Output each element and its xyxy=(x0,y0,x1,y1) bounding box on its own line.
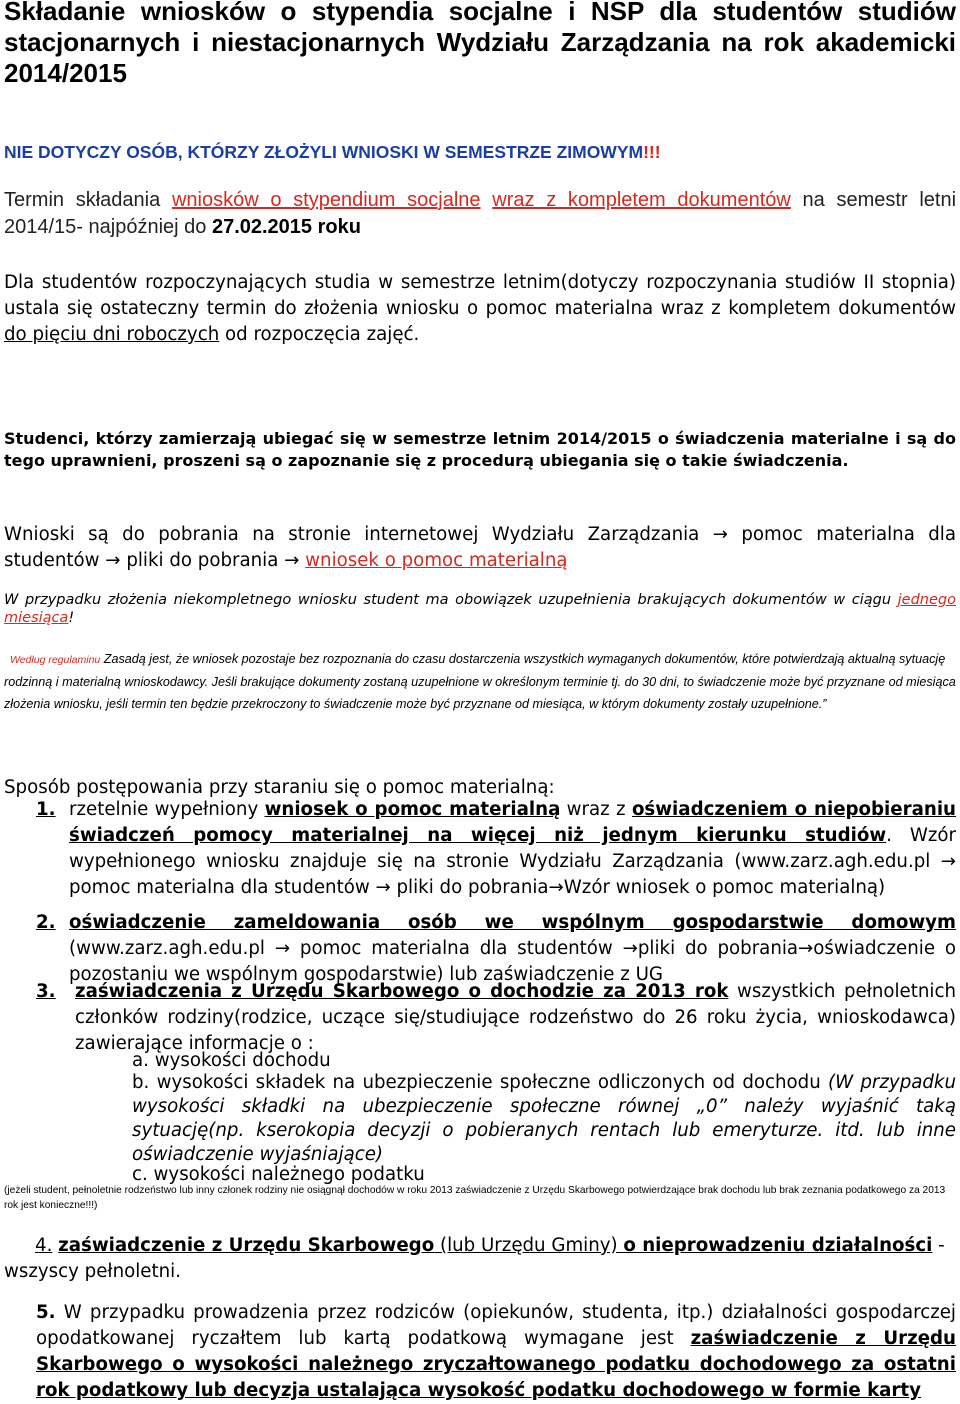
item-number: 2. xyxy=(36,912,56,933)
application-form-link[interactable]: wniosek o pomoc materialną xyxy=(305,550,568,571)
item-text: rzetelnie wypełniony xyxy=(69,799,265,820)
deadline-paragraph xyxy=(4,187,956,241)
item-text: wszystkich pełnoletnich członków rodziny(rodzice, uczące się/studiujące rodzeństwo do 26 roku życia, wnioskodawca) zawierające informacje o : xyxy=(75,981,956,1054)
subitem-b-italic: (W przypadku wysokości składki na ubezpieczenie społeczne równej „0” należy wyjaśnić taką sytuację(np. kserokopia decyzji o pobieranych rentach lub emeryturze. itd. lub inne oświadczenie wyjaśniające) xyxy=(132,1072,956,1165)
item-text: wraz z xyxy=(560,799,632,820)
students-notice: Studenci, którzy zamierzają ubiegać się w semestrze letnim 2014/2015 o świadczenia materialne i są do tego uprawnieni, proszeni są o zapoznanie się z procedurą ubiegania się o takie świadczenia. xyxy=(4,429,956,470)
item-text: - wszyscy pełnoletni. xyxy=(4,1235,945,1282)
incomplete-tail: ! xyxy=(68,610,75,626)
procedure-heading: Sposób postępowania przy staraniu się o pomoc materialną: xyxy=(4,777,555,798)
subitem-b-label: b. wysokości składek na ubezpieczenie społeczne odliczonych od dochodu xyxy=(132,1072,829,1093)
five-days-text: do pięciu dni roboczych xyxy=(4,324,220,345)
starting-students-paragraph xyxy=(4,270,956,348)
one-month-link[interactable]: jednego miesiąca xyxy=(4,592,956,626)
regulation-text: Zasadą jest, że wniosek pozostaje bez rozpoznania do czasu dostarczenia wszystkich wymaganych dokumentów, które potwierdzają aktualną sytuację rodzinną i materialną wnioskodawcy. Jeśli brakujące dokumenty zostaną uzupełnione w określonym terminie tj. do 30 dni, to świadczenie może być przyznane od miesiąca złożenia wniosku, jeśli termin ten będzie przekroczony to świadczenie może być przyznane od miesiąca, w którym dokumenty zostały uzupełnione.” xyxy=(4,652,956,711)
subitem-a: a. wysokości dochodu xyxy=(132,1050,331,1071)
list-item xyxy=(38,979,956,1057)
deadline-text-2: na semestr letni 2014/15- najpóźniej do xyxy=(4,189,957,238)
starting-text: Dla studentów rozpoczynających studia w semestrze letnim(dotyczy rozpoczynania studiów II stopnia) ustala się ostateczny termin do złożenia wniosku o pomoc materialna wraz z kompletem dokumentów xyxy=(4,272,956,319)
list-item xyxy=(38,910,956,988)
item-bold-text: oświadczeniem o niepobieraniu świadczeń pomocy materialnej na więcej niż jednym kierunku studiów xyxy=(69,799,956,846)
item-text: (lub Urzędu Gminy) xyxy=(434,1235,624,1256)
item-bold-text: zaświadczenie z Urzędu Skarbowego xyxy=(58,1235,435,1256)
subitem-b xyxy=(132,1071,956,1167)
item-text: . Wzór wypełnionego wniosku znajduje się na stronie Wydziału Zarządzania (www.zarz.agh.edu.pl → pomoc materialna dla studentów → pliki do pobrania→Wzór wniosek o pomoc materialną) xyxy=(69,825,956,898)
deadline-date: 27.02.2015 roku xyxy=(211,216,361,238)
download-paragraph xyxy=(4,522,956,574)
scholarship-application-link[interactable]: wniosków o stypendium socjalne xyxy=(171,189,481,211)
notice-banner xyxy=(4,142,661,163)
item-number: 5. xyxy=(36,1302,56,1323)
incomplete-paragraph xyxy=(4,591,956,627)
item-text: W przypadku prowadzenia przez rodziców (opiekunów, studenta, itp.) działalności gospodarczej opodatkowanej ryczałtem lub kartą podatkową wymagane jest xyxy=(36,1302,956,1349)
item-number: 1. xyxy=(36,799,56,820)
list-item-4 xyxy=(4,1233,956,1285)
download-text: Wnioski są do pobrania na stronie internetowej Wydziału Zarządzania → pomoc materialna dla studentów → pliki do pobrania → xyxy=(4,524,956,571)
item-bold-text: zaświadczenie z Urzędu Skarbowego o wysokości należnego zryczałtowanego podatku dochodowego za ostatni rok podatkowy lub decyzja ustalająca wysokość podatku dochodowego w formie karty xyxy=(36,1328,956,1401)
starting-tail: od rozpoczęcia zajęć. xyxy=(219,324,420,345)
item-bold-text: o nieprowadzeniu działalności xyxy=(623,1235,933,1256)
item-bold-text: zaświadczenia z Urzędu Skarbowego o dochodzie za 2013 rok xyxy=(75,981,729,1002)
item-number: 4. xyxy=(35,1235,53,1256)
item-number: 3. xyxy=(36,981,56,1002)
notice-text: NIE DOTYCZY OSÓB, KTÓRZY ZŁOŻYLI WNIOSKI W SEMESTRZE ZIMOWYM xyxy=(4,142,644,162)
incomplete-text: W przypadku złożenia niekompletnego wniosku student ma obowiązek uzupełnienia brakujących dokumentów w ciągu xyxy=(4,592,898,608)
subitem-c: c. wysokości należnego podatku xyxy=(132,1164,425,1185)
page-title: Składanie wniosków o stypendia socjalne i NSP dla studentów studiów stacjonarnych i niestacjonarnych Wydziału Zarządzania na rok akademicki 2014/2015 xyxy=(4,0,956,88)
regulation-label: Według regulaminu xyxy=(10,654,101,666)
item-bold-text: wniosek o pomoc materialną xyxy=(264,799,561,820)
list-item xyxy=(38,797,956,901)
item-text: (www.zarz.agh.edu.pl → pomoc materialna dla studentów →pliki do pobrania→oświadczenie o pozostaniu we wspólnym gospodarstwie) lub zaświadczenie z UG xyxy=(69,938,956,985)
documents-link[interactable]: wraz z kompletem dokumentów xyxy=(492,189,791,211)
item-bold-text: oświadczenie zameldowania osób we wspólnym gospodarstwie domowym xyxy=(69,912,956,933)
deadline-gap xyxy=(481,189,493,211)
regulation-paragraph xyxy=(4,648,956,715)
notice-exclaim: !!! xyxy=(643,142,661,162)
footnote: (jeżeli student, pełnoletnie rodzeństwo lub inny członek rodziny nie osiągnął dochodów w roku 2013 zaświadczenie z Urzędu Skarbowego potwierdzające brak dochodu lub brak zeznania podatkowego za 2013 rok jest konieczne!!!) xyxy=(4,1185,946,1211)
deadline-text: Termin składania xyxy=(4,189,172,211)
list-item-5 xyxy=(36,1300,956,1404)
